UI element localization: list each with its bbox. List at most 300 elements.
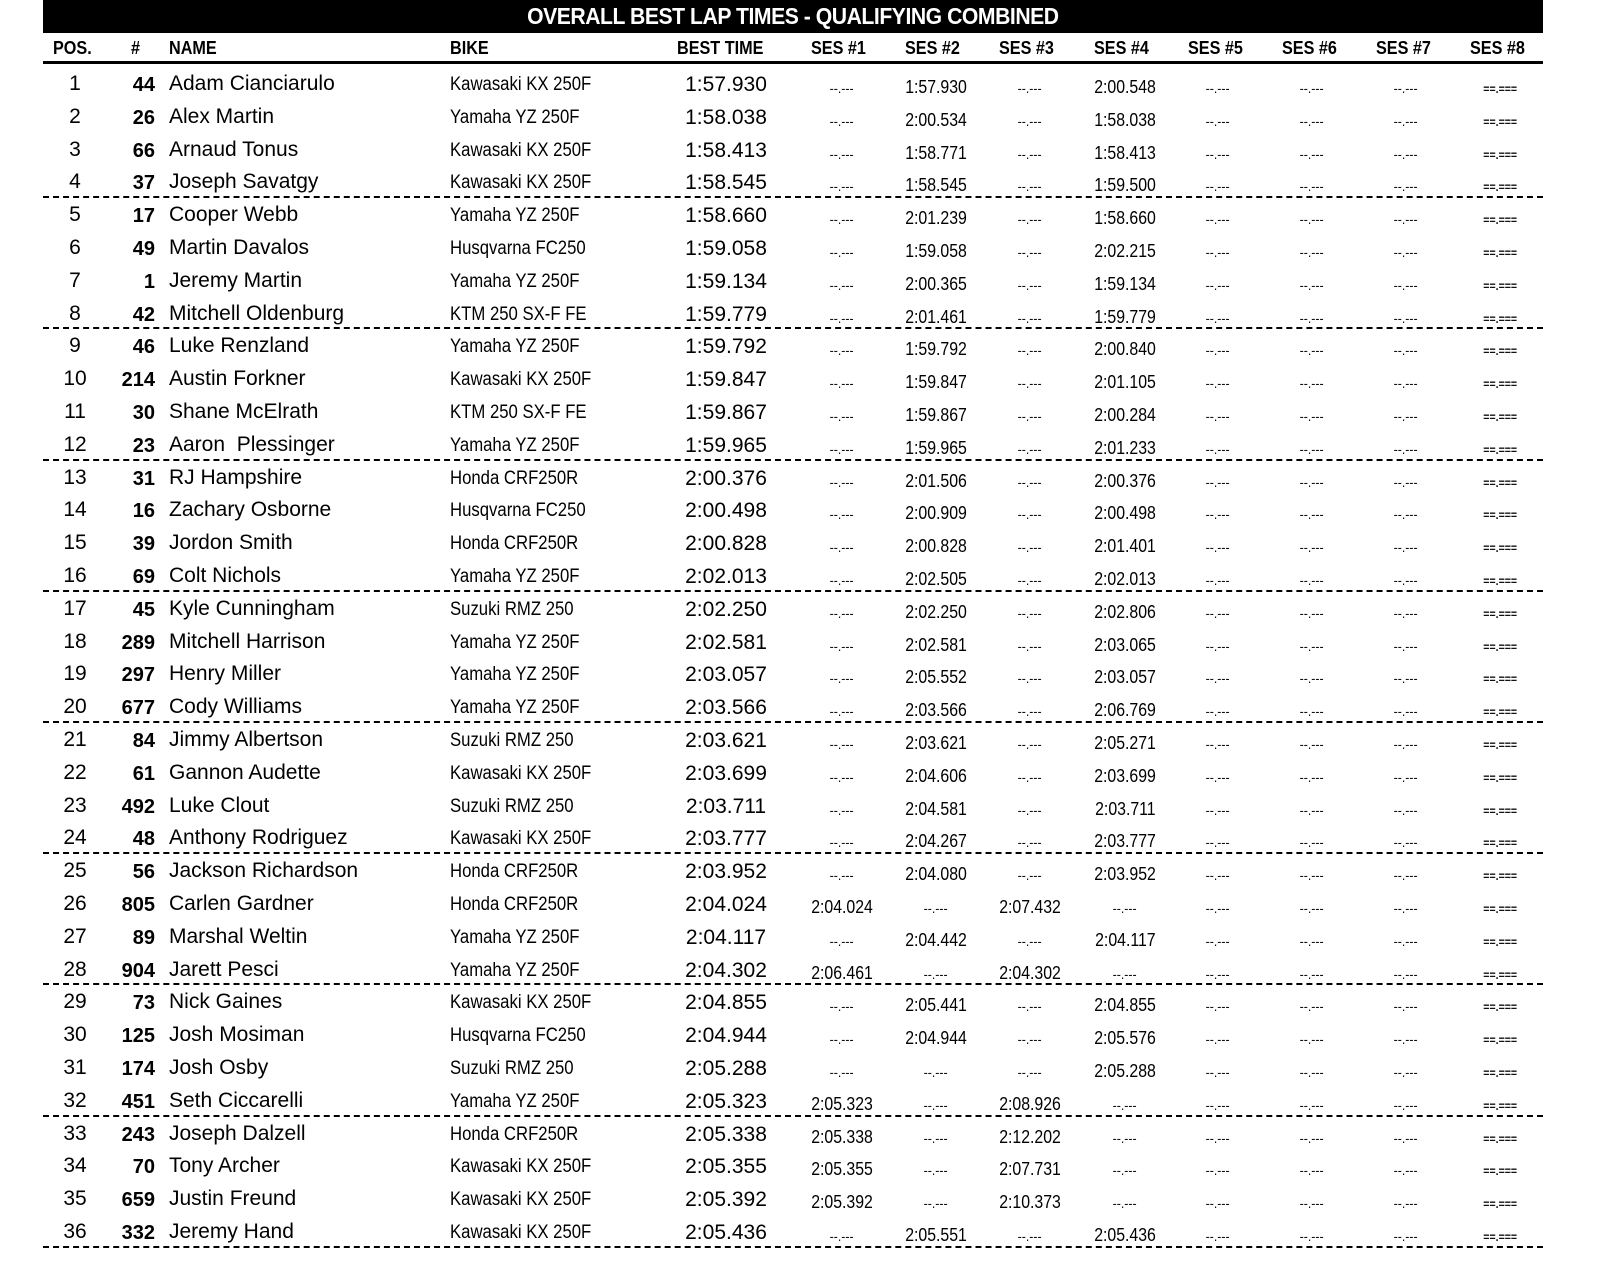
session-6-cell: --.---: [1300, 899, 1324, 916]
position-cell: 9: [69, 334, 81, 358]
position-cell: 23: [63, 793, 87, 817]
position-cell: 36: [63, 1219, 87, 1243]
position-cell: 30: [63, 1023, 87, 1047]
session-1-cell: --.---: [830, 703, 854, 720]
header-number: #: [131, 38, 141, 58]
session-2-cell: 2:05.551: [905, 1224, 967, 1245]
best-time-cell: 1:58.413: [685, 138, 767, 162]
session-7-cell: --.---: [1394, 1031, 1418, 1048]
session-3-cell: --.---: [1018, 473, 1042, 490]
session-2-cell: 2:00.365: [905, 273, 967, 294]
table-row: [43, 1215, 1543, 1248]
position-cell: 21: [63, 727, 87, 751]
session-6-cell: --.---: [1300, 506, 1324, 523]
session-2-cell: 1:59.792: [905, 339, 967, 360]
header-ses4: SES #4: [1094, 38, 1149, 58]
bike-cell: Suzuki RMZ 250: [450, 729, 574, 751]
session-6-cell: --.---: [1300, 407, 1324, 424]
table-row: [43, 461, 1543, 494]
session-7-cell: --.---: [1394, 768, 1418, 785]
session-1-cell: 2:05.392: [811, 1192, 873, 1213]
session-5-cell: --.---: [1206, 211, 1230, 228]
session-6-cell: --.---: [1300, 375, 1324, 392]
rider-name-cell: Henry Miller: [169, 662, 282, 686]
session-1-cell: 2:05.338: [811, 1126, 873, 1147]
best-time-cell: 2:00.498: [685, 499, 767, 523]
session-8-cell: ==.===: [1483, 836, 1517, 851]
best-time-cell: 2:02.581: [685, 630, 767, 654]
session-3-cell: 2:04.302: [999, 962, 1061, 983]
table-row: [43, 1117, 1543, 1150]
session-1-cell: --.---: [830, 735, 854, 752]
table-row: [43, 592, 1543, 625]
session-7-cell: --.---: [1394, 965, 1418, 982]
session-4-cell: 2:01.105: [1094, 372, 1156, 393]
rider-name-cell: Josh Osby: [169, 1055, 269, 1079]
session-3-cell: --.---: [1018, 801, 1042, 818]
session-1-cell: --.---: [830, 473, 854, 490]
session-7-cell: --.---: [1394, 1227, 1418, 1244]
session-6-cell: --.---: [1300, 571, 1324, 588]
session-1-cell: --.---: [830, 932, 854, 949]
session-5-cell: --.---: [1206, 637, 1230, 654]
session-8-cell: ==.===: [1483, 967, 1517, 982]
best-time-cell: 2:03.057: [685, 663, 767, 687]
session-2-cell: --.---: [924, 965, 948, 982]
session-3-cell: 2:07.731: [999, 1159, 1061, 1180]
rider-name-cell: Alex Martin: [169, 104, 275, 128]
table-row: [43, 789, 1543, 822]
session-7-cell: --.---: [1394, 670, 1418, 687]
session-3-cell: --.---: [1018, 1063, 1042, 1080]
header-pos: POS.: [53, 38, 92, 58]
session-6-cell: --.---: [1300, 178, 1324, 195]
session-5-cell: --.---: [1206, 867, 1230, 884]
session-4-cell: 2:03.952: [1094, 864, 1156, 885]
session-5-cell: --.---: [1206, 375, 1230, 392]
rider-name-cell: Marshal Weltin: [169, 924, 308, 948]
results-table-body: [43, 67, 1543, 1248]
rider-number-cell: 42: [132, 303, 155, 326]
session-2-cell: 2:04.581: [905, 798, 967, 819]
session-5-cell: --.---: [1206, 998, 1230, 1015]
position-cell: 32: [63, 1088, 87, 1112]
session-4-cell: --.---: [1113, 1096, 1137, 1113]
session-7-cell: --.---: [1394, 243, 1418, 260]
bike-cell: Honda CRF250R: [450, 893, 579, 915]
session-7-cell: --.---: [1394, 637, 1418, 654]
session-8-cell: ==.===: [1483, 737, 1517, 752]
header-ses6: SES #6: [1282, 38, 1337, 58]
position-cell: 2: [69, 104, 81, 128]
table-row: [43, 1149, 1543, 1182]
rider-name-cell: Mitchell Harrison: [169, 629, 326, 653]
rider-name-cell: Aaron Plessinger: [169, 432, 335, 456]
rider-name-cell: Luke Renzland: [169, 334, 310, 358]
session-4-cell: 2:01.401: [1094, 536, 1156, 557]
rider-number-cell: 677: [121, 697, 155, 720]
best-time-cell: 1:59.867: [685, 400, 767, 424]
session-2-cell: 2:02.250: [905, 601, 967, 622]
session-1-cell: --.---: [830, 539, 854, 556]
bike-cell: Suzuki RMZ 250: [450, 795, 574, 817]
session-7-cell: --.---: [1394, 571, 1418, 588]
session-8-cell: ==.===: [1483, 147, 1517, 162]
session-4-cell: 2:00.548: [1094, 77, 1156, 97]
rider-number-cell: 492: [121, 795, 155, 818]
session-1-cell: --.---: [830, 506, 854, 523]
session-2-cell: 1:59.965: [905, 437, 967, 458]
session-2-cell: 2:05.552: [905, 667, 967, 688]
table-row: [43, 133, 1543, 166]
table-header: [43, 33, 1543, 64]
rider-number-cell: 49: [132, 237, 155, 260]
session-1-cell: --.---: [830, 1031, 854, 1048]
session-8-cell: ==.===: [1483, 1197, 1517, 1212]
session-5-cell: --.---: [1206, 768, 1230, 785]
session-8-cell: ==.===: [1483, 245, 1517, 260]
session-8-cell: ==.===: [1483, 803, 1517, 818]
header-bike: BIKE: [450, 38, 489, 58]
session-7-cell: --.---: [1394, 1129, 1418, 1146]
session-2-cell: 2:04.442: [905, 929, 967, 950]
session-6-cell: --.---: [1300, 932, 1324, 949]
bike-cell: Kawasaki KX 250F: [450, 74, 592, 95]
bike-cell: Kawasaki KX 250F: [450, 172, 592, 194]
rider-name-cell: Joseph Savatgy: [169, 170, 319, 194]
position-cell: 3: [69, 137, 81, 161]
header-ses7: SES #7: [1376, 38, 1431, 58]
session-7-cell: --.---: [1394, 932, 1418, 949]
session-6-cell: --.---: [1300, 1096, 1324, 1113]
rider-number-cell: 1: [143, 270, 155, 293]
session-5-cell: --.---: [1206, 539, 1230, 556]
bike-cell: Yamaha YZ 250F: [450, 336, 580, 358]
position-cell: 16: [63, 563, 87, 587]
session-2-cell: 1:59.847: [905, 372, 967, 393]
session-8-cell: ==.===: [1483, 606, 1517, 621]
session-8-cell: ==.===: [1483, 573, 1517, 588]
position-cell: 18: [63, 629, 87, 653]
session-7-cell: --.---: [1394, 80, 1418, 96]
session-2-cell: 2:04.944: [905, 1028, 967, 1049]
session-1-cell: 2:04.024: [811, 896, 873, 917]
table-row: [43, 756, 1543, 789]
bike-cell: Husqvarna FC250: [450, 500, 586, 522]
session-8-cell: ==.===: [1483, 180, 1517, 195]
session-5-cell: --.---: [1206, 80, 1230, 96]
session-5-cell: --.---: [1206, 670, 1230, 687]
session-2-cell: --.---: [924, 1162, 948, 1179]
session-2-cell: 1:59.058: [905, 240, 967, 261]
session-3-cell: --.---: [1018, 1031, 1042, 1048]
session-7-cell: --.---: [1394, 309, 1418, 326]
rider-number-cell: 48: [132, 828, 155, 851]
bike-cell: Honda CRF250R: [450, 533, 579, 555]
rider-name-cell: Josh Mosiman: [169, 1023, 305, 1047]
table-row: [43, 657, 1543, 690]
table-row: [43, 821, 1543, 854]
best-time-cell: 1:59.792: [685, 335, 767, 359]
session-6-cell: --.---: [1300, 703, 1324, 720]
rider-number-cell: 84: [132, 729, 155, 752]
table-row: [43, 100, 1543, 133]
session-4-cell: 2:01.233: [1094, 437, 1156, 458]
best-time-cell: 2:05.355: [685, 1155, 767, 1179]
rider-name-cell: Jimmy Albertson: [169, 727, 324, 751]
session-6-cell: --.---: [1300, 670, 1324, 687]
session-8-cell: ==.===: [1483, 869, 1517, 884]
session-1-cell: --.---: [830, 80, 854, 96]
rider-number-cell: 66: [132, 139, 155, 162]
session-7-cell: --.---: [1394, 342, 1418, 359]
session-7-cell: --.---: [1394, 145, 1418, 162]
best-time-cell: 1:58.038: [685, 105, 767, 129]
table-row: [43, 428, 1543, 461]
session-7-cell: --.---: [1394, 703, 1418, 720]
best-time-cell: 2:03.952: [685, 860, 767, 884]
session-7-cell: --.---: [1394, 211, 1418, 228]
rider-number-cell: 16: [132, 500, 155, 523]
session-1-cell: 2:05.323: [811, 1093, 873, 1114]
position-cell: 14: [63, 498, 87, 522]
session-6-cell: --.---: [1300, 342, 1324, 359]
best-time-cell: 1:59.965: [685, 433, 767, 457]
table-row: [43, 395, 1543, 428]
rider-number-cell: 26: [132, 106, 155, 129]
position-cell: 33: [63, 1121, 87, 1145]
session-5-cell: --.---: [1206, 440, 1230, 457]
session-4-cell: 2:00.498: [1094, 503, 1156, 524]
table-row: [43, 526, 1543, 559]
session-2-cell: --.---: [924, 899, 948, 916]
report-title-bar: [43, 0, 1543, 33]
rider-name-cell: Arnaud Tonus: [169, 137, 299, 161]
session-3-cell: --.---: [1018, 571, 1042, 588]
rider-number-cell: 125: [121, 1025, 155, 1048]
session-1-cell: --.---: [830, 211, 854, 228]
session-3-cell: --.---: [1018, 867, 1042, 884]
session-8-cell: ==.===: [1483, 82, 1517, 96]
table-row: [43, 198, 1543, 231]
session-3-cell: --.---: [1018, 211, 1042, 228]
best-time-cell: 2:03.566: [685, 696, 767, 720]
session-2-cell: 1:58.545: [905, 175, 967, 196]
rider-number-cell: 17: [132, 205, 155, 228]
rider-number-cell: 805: [121, 893, 155, 916]
position-cell: 4: [69, 170, 81, 194]
position-cell: 17: [63, 596, 87, 620]
bike-cell: Honda CRF250R: [450, 1123, 579, 1145]
position-cell: 25: [63, 859, 87, 883]
session-6-cell: --.---: [1300, 539, 1324, 556]
session-5-cell: --.---: [1206, 834, 1230, 851]
session-2-cell: --.---: [924, 1129, 948, 1146]
session-7-cell: --.---: [1394, 407, 1418, 424]
session-5-cell: --.---: [1206, 309, 1230, 326]
bike-cell: Yamaha YZ 250F: [450, 205, 580, 227]
session-6-cell: --.---: [1300, 145, 1324, 162]
best-time-cell: 2:05.436: [685, 1220, 767, 1244]
session-7-cell: --.---: [1394, 1096, 1418, 1113]
table-row: [43, 329, 1543, 362]
session-5-cell: --.---: [1206, 407, 1230, 424]
rider-name-cell: Cody Williams: [169, 695, 303, 719]
bike-cell: Yamaha YZ 250F: [450, 959, 580, 981]
bike-cell: Kawasaki KX 250F: [450, 139, 592, 161]
session-8-cell: ==.===: [1483, 541, 1517, 556]
session-4-cell: 2:02.806: [1094, 601, 1156, 622]
session-5-cell: --.---: [1206, 112, 1230, 129]
session-1-cell: 2:05.355: [811, 1159, 873, 1180]
session-4-cell: 2:03.777: [1094, 831, 1156, 852]
session-8-cell: ==.===: [1483, 311, 1517, 326]
position-cell: 12: [63, 432, 87, 456]
session-8-cell: ==.===: [1483, 901, 1517, 916]
session-8-cell: ==.===: [1483, 639, 1517, 654]
rider-name-cell: Kyle Cunningham: [169, 596, 335, 620]
position-cell: 11: [64, 399, 86, 423]
rider-number-cell: 23: [132, 434, 155, 457]
table-row: [43, 231, 1543, 264]
session-4-cell: --.---: [1113, 1162, 1137, 1179]
session-4-cell: --.---: [1113, 1195, 1137, 1212]
session-2-cell: --.---: [924, 1063, 948, 1080]
position-cell: 8: [69, 301, 81, 325]
session-6-cell: --.---: [1300, 867, 1324, 884]
position-cell: 13: [63, 465, 87, 489]
session-5-cell: --.---: [1206, 899, 1230, 916]
position-cell: 24: [63, 826, 87, 850]
session-5-cell: --.---: [1206, 243, 1230, 260]
session-8-cell: ==.===: [1483, 1000, 1517, 1015]
session-5-cell: --.---: [1206, 276, 1230, 293]
session-3-cell: --.---: [1018, 637, 1042, 654]
bike-cell: Yamaha YZ 250F: [450, 106, 580, 128]
session-8-cell: ==.===: [1483, 1033, 1517, 1048]
position-cell: 31: [63, 1055, 87, 1079]
session-6-cell: --.---: [1300, 112, 1324, 129]
position-cell: 7: [69, 268, 81, 292]
session-3-cell: --.---: [1018, 506, 1042, 523]
best-time-cell: 2:05.338: [685, 1122, 767, 1146]
bike-cell: Suzuki RMZ 250: [450, 598, 574, 620]
session-2-cell: 1:58.771: [905, 142, 967, 163]
best-time-cell: 2:03.621: [685, 728, 767, 752]
position-cell: 34: [63, 1154, 87, 1178]
session-4-cell: 1:59.779: [1094, 306, 1156, 327]
bike-cell: Kawasaki KX 250F: [450, 762, 592, 784]
session-4-cell: 2:03.711: [1094, 798, 1156, 819]
rider-number-cell: 44: [132, 74, 155, 96]
rider-name-cell: Anthony Rodriguez: [169, 826, 348, 850]
session-5-cell: --.---: [1206, 703, 1230, 720]
session-7-cell: --.---: [1394, 440, 1418, 457]
session-3-cell: --.---: [1018, 112, 1042, 129]
session-4-cell: 1:59.134: [1094, 273, 1156, 294]
session-5-cell: --.---: [1206, 1129, 1230, 1146]
session-1-cell: --.---: [830, 1063, 854, 1080]
rider-name-cell: Adam Cianciarulo: [169, 72, 335, 95]
rider-number-cell: 31: [132, 467, 155, 490]
session-4-cell: 1:58.413: [1094, 142, 1156, 163]
bike-cell: Yamaha YZ 250F: [450, 926, 580, 948]
session-6-cell: --.---: [1300, 1162, 1324, 1179]
rider-name-cell: Luke Clout: [169, 793, 270, 817]
session-4-cell: 1:58.038: [1094, 109, 1156, 130]
session-4-cell: 2:05.288: [1094, 1060, 1156, 1081]
rider-number-cell: 73: [132, 992, 155, 1015]
position-cell: 5: [69, 203, 81, 227]
session-7-cell: --.---: [1394, 998, 1418, 1015]
bike-cell: Yamaha YZ 250F: [450, 1090, 580, 1112]
session-6-cell: --.---: [1300, 1129, 1324, 1146]
session-1-cell: 2:06.461: [811, 962, 873, 983]
bike-cell: Kawasaki KX 250F: [450, 992, 592, 1014]
session-5-cell: --.---: [1206, 1227, 1230, 1244]
table-row: [43, 362, 1543, 395]
session-6-cell: --.---: [1300, 276, 1324, 293]
rider-number-cell: 39: [132, 533, 155, 556]
rider-number-cell: 174: [121, 1057, 155, 1080]
session-2-cell: 2:01.506: [905, 470, 967, 491]
session-4-cell: 1:58.660: [1094, 208, 1156, 229]
position-cell: 19: [63, 662, 87, 686]
session-4-cell: 2:02.013: [1094, 568, 1156, 589]
bike-cell: KTM 250 SX-F FE: [450, 401, 587, 423]
session-4-cell: --.---: [1113, 899, 1137, 916]
session-1-cell: --.---: [830, 375, 854, 392]
session-7-cell: --.---: [1394, 1195, 1418, 1212]
session-3-cell: --.---: [1018, 309, 1042, 326]
session-7-cell: --.---: [1394, 801, 1418, 818]
session-6-cell: --.---: [1300, 1031, 1324, 1048]
rider-number-cell: 243: [121, 1123, 155, 1146]
session-1-cell: --.---: [830, 604, 854, 621]
rider-name-cell: Justin Freund: [169, 1187, 297, 1211]
best-time-cell: 2:04.117: [685, 925, 767, 949]
session-7-cell: --.---: [1394, 735, 1418, 752]
session-8-cell: ==.===: [1483, 1098, 1517, 1113]
session-8-cell: ==.===: [1483, 475, 1517, 490]
session-3-cell: 2:12.202: [999, 1126, 1061, 1147]
session-3-cell: --.---: [1018, 440, 1042, 457]
session-2-cell: 2:01.461: [905, 306, 967, 327]
session-2-cell: 2:00.909: [905, 503, 967, 524]
session-6-cell: --.---: [1300, 243, 1324, 260]
best-time-cell: 2:03.711: [685, 794, 767, 818]
session-5-cell: --.---: [1206, 1096, 1230, 1113]
rider-name-cell: Austin Forkner: [169, 367, 306, 391]
position-cell: 22: [63, 760, 87, 784]
session-8-cell: ==.===: [1483, 508, 1517, 523]
bike-cell: Yamaha YZ 250F: [450, 434, 580, 456]
session-2-cell: 1:57.930: [905, 77, 967, 97]
position-cell: 1: [69, 72, 81, 95]
table-row: [43, 985, 1543, 1018]
header-ses2: SES #2: [905, 38, 960, 58]
session-2-cell: 2:04.267: [905, 831, 967, 852]
session-2-cell: 2:00.828: [905, 536, 967, 557]
table-row: [43, 559, 1543, 592]
best-time-cell: 2:03.777: [685, 827, 767, 851]
session-5-cell: --.---: [1206, 965, 1230, 982]
session-6-cell: --.---: [1300, 834, 1324, 851]
session-4-cell: --.---: [1113, 965, 1137, 982]
session-6-cell: --.---: [1300, 440, 1324, 457]
rider-number-cell: 289: [121, 631, 155, 654]
session-1-cell: --.---: [830, 243, 854, 260]
